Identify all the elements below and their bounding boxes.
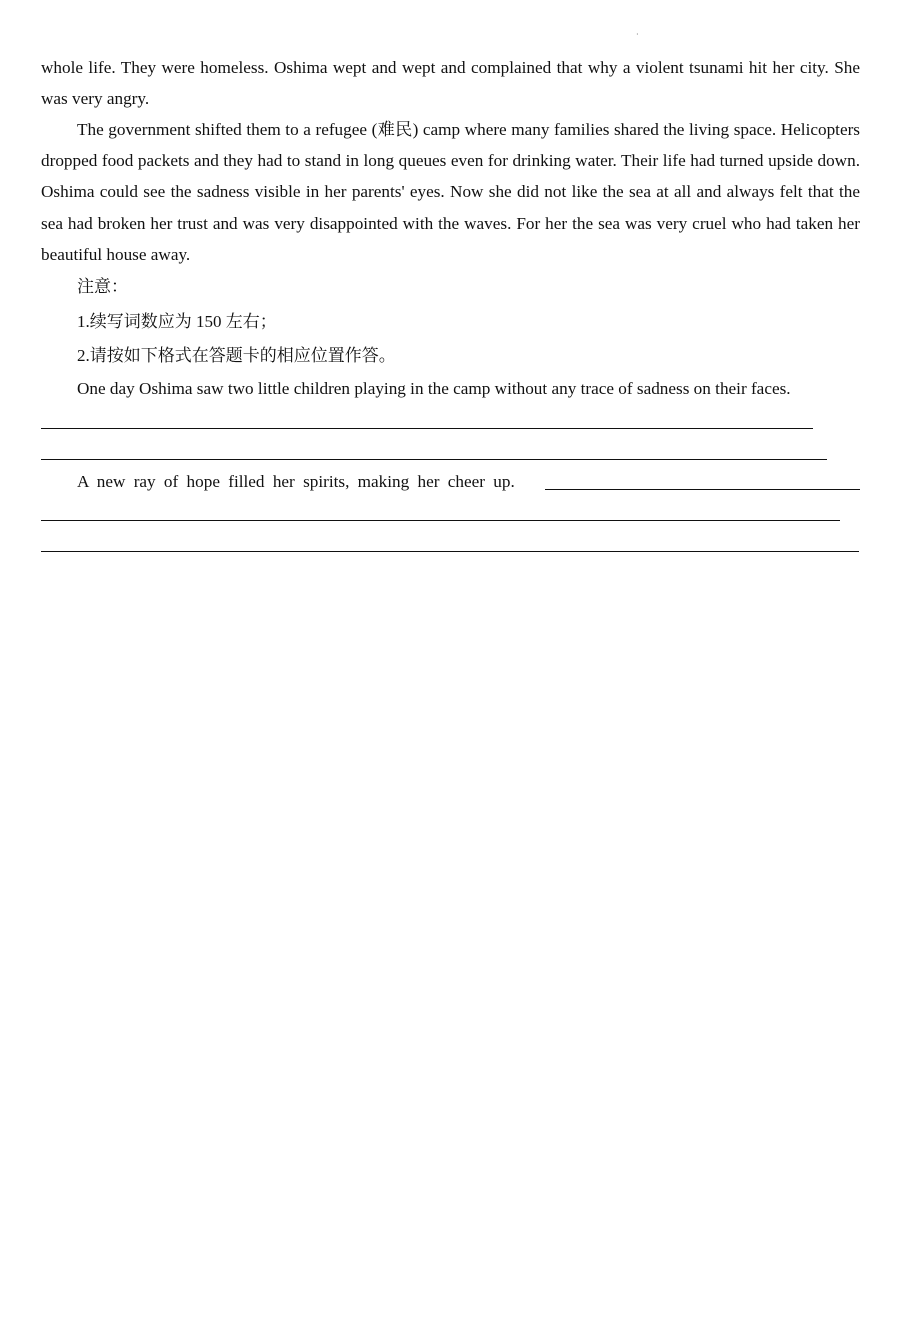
note-item-format: 2.请按如下格式在答题卡的相应位置作答。 — [77, 346, 396, 365]
answer-line[interactable] — [41, 520, 840, 521]
answer-line[interactable] — [41, 428, 813, 429]
answer-line[interactable] — [41, 551, 859, 552]
answer-line[interactable] — [41, 459, 827, 460]
passage-paragraph-2: The government shifted them to a refugee (难民) camp where many families shared the living space. Helicopters dropped food packets and they had to stand in long queues even for drinking water. Their life had turned upside down. Oshima could see the sadness visible in her parents' eyes. Now she did not like the sea at all and always felt that the sea had broken her trust and was very disappointed with the waves. For her the sea was very cruel who had taken her beautiful house away. — [41, 120, 860, 264]
notes-title: 注意： — [77, 277, 128, 296]
continuation-opening-2: A new ray of hope filled her spirits, making her cheer up. — [77, 472, 515, 491]
note-item-word-count: 1.续写词数应为 150 左右； — [77, 312, 277, 331]
scan-artifact-dot: · — [636, 30, 639, 39]
continuation-opening-1: One day Oshima saw two little children playing in the camp without any trace of sadness on their faces. — [77, 379, 791, 398]
passage-paragraph-1: whole life. They were homeless. Oshima wept and wept and complained that why a violent tsunami hit her city. She was very angry. — [41, 58, 860, 109]
answer-line[interactable] — [545, 489, 860, 490]
